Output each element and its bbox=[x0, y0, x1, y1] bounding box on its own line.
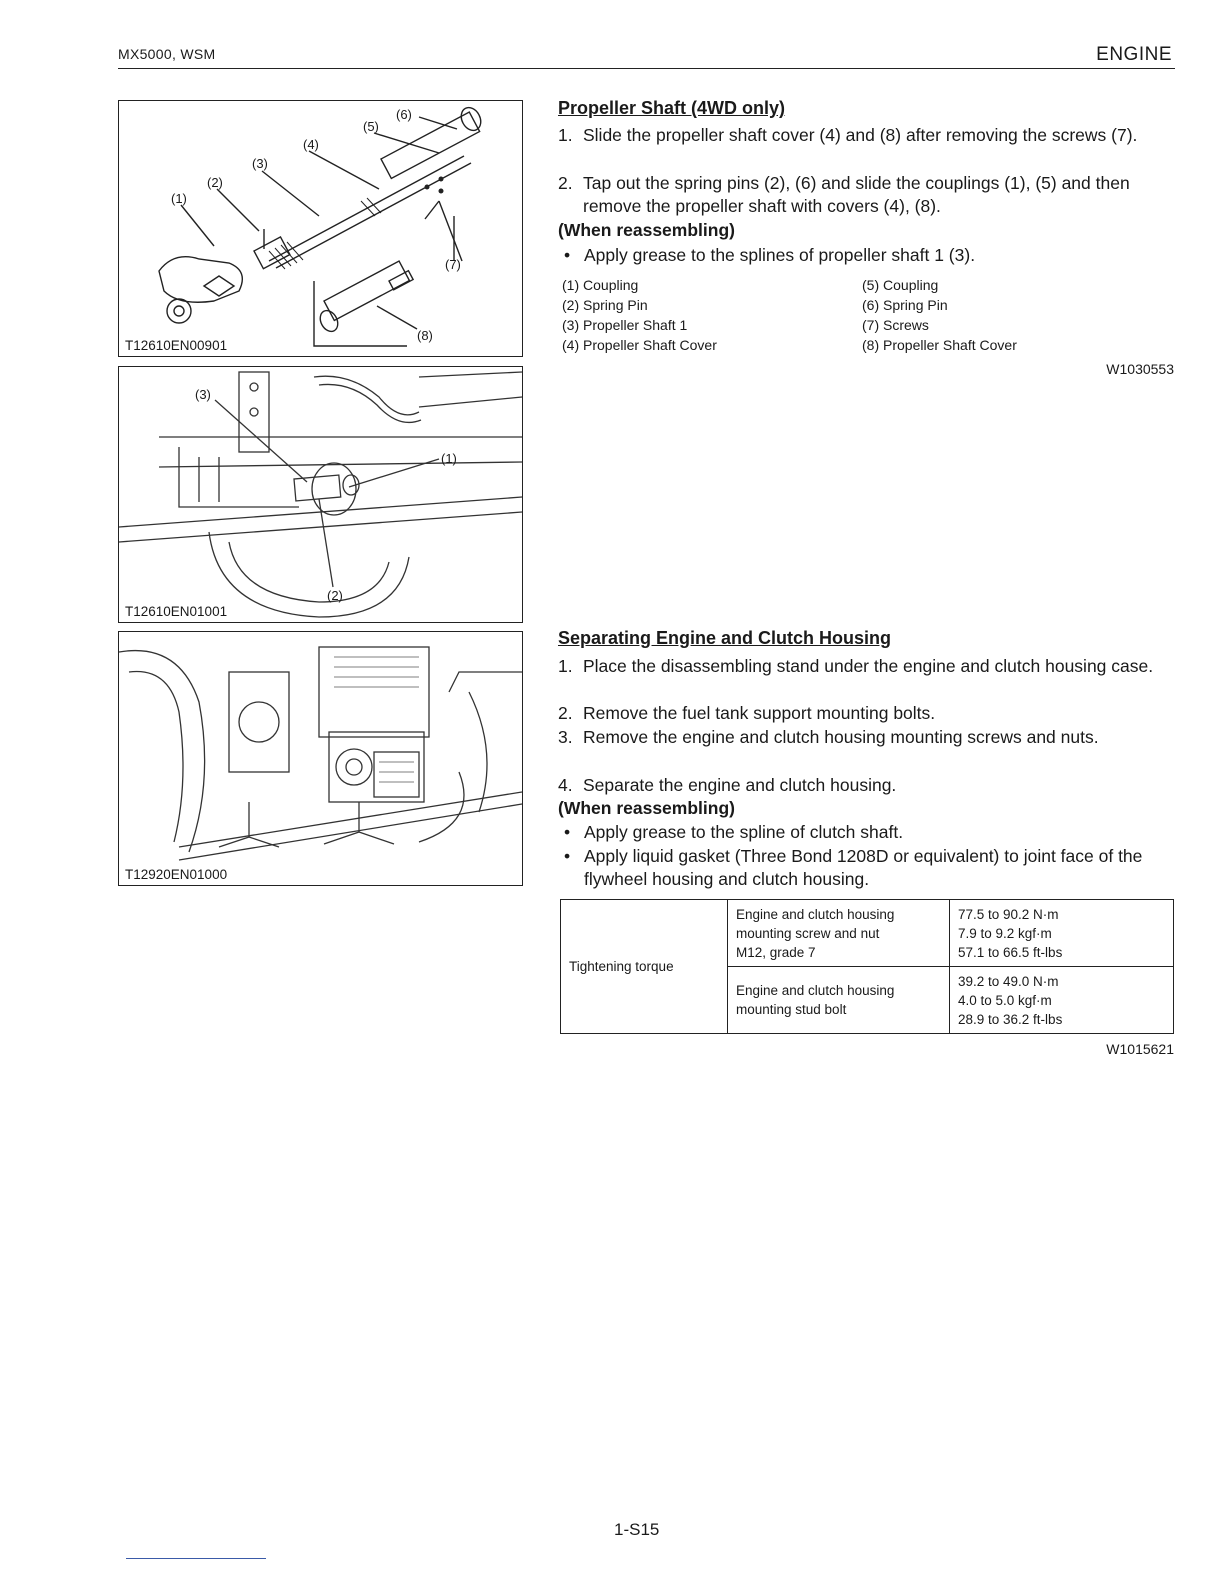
callout-1: (1) bbox=[441, 451, 457, 466]
reference-code: W1030553 bbox=[1106, 361, 1174, 377]
bullet-item: • Apply grease to the splines of propeller shaft 1 (3). bbox=[558, 244, 1176, 268]
header-section: ENGINE bbox=[1096, 44, 1172, 65]
callout-8: (8) bbox=[417, 328, 433, 343]
step-1 bbox=[558, 655, 1176, 701]
callout-7: (7) bbox=[445, 257, 461, 272]
bullet-item: • Apply liquid gasket (Three Bond 1208D or equivalent) to joint face of the flywheel housing and clutch housing. bbox=[558, 845, 1176, 891]
step-text: Place the disassembling stand under the engine and clutch housing case. bbox=[583, 656, 1154, 676]
figure-coupling-photo bbox=[118, 366, 523, 623]
part-item: (1) Coupling bbox=[562, 277, 639, 293]
callout-2: (2) bbox=[207, 175, 223, 190]
section-title-propeller-shaft: Propeller Shaft (4WD only) bbox=[558, 98, 786, 118]
callout-3: (3) bbox=[195, 387, 211, 402]
step-number: 3. bbox=[558, 727, 573, 747]
callout-6: (6) bbox=[396, 107, 412, 122]
bullet-text: Apply grease to the spline of clutch shaft. bbox=[584, 822, 904, 842]
step-number: 1. bbox=[558, 656, 573, 676]
step-text: Remove the fuel tank support mounting bolts. bbox=[583, 703, 936, 723]
table-cell-value: 39.2 to 49.0 N·m 4.0 to 5.0 kgf·m 28.9 to 36.2 ft-lbs bbox=[950, 967, 1174, 1034]
part-item: (3) Propeller Shaft 1 bbox=[562, 317, 688, 333]
table-cell-value: 77.5 to 90.2 N·m 7.9 to 9.2 kgf·m 57.1 to 66.5 ft-lbs bbox=[950, 900, 1174, 967]
part-item: (4) Propeller Shaft Cover bbox=[562, 337, 717, 353]
table-label: Tightening torque bbox=[561, 900, 728, 1034]
figure-propeller-shaft bbox=[118, 100, 523, 357]
header-rule bbox=[118, 68, 1175, 69]
step-number: 2. bbox=[558, 173, 573, 193]
part-item: (8) Propeller Shaft Cover bbox=[862, 337, 1017, 353]
step-text: Tap out the spring pins (2), (6) and slide the couplings (1), (5) and then remove the propeller shaft with covers (4), (8). bbox=[583, 173, 1130, 216]
reference-code: W1015621 bbox=[1106, 1041, 1174, 1057]
table-cell-item: Engine and clutch housing mounting screw and nut M12, grade 7 bbox=[728, 900, 950, 967]
figure-code: T12610EN00901 bbox=[125, 338, 231, 353]
bullet-text: Apply liquid gasket (Three Bond 1208D or equivalent) to joint face of the flywheel housing and clutch housing. bbox=[584, 846, 1143, 889]
figure-engine-separation bbox=[118, 631, 523, 886]
callout-4: (4) bbox=[303, 137, 319, 152]
bullet-item: • Apply grease to the spline of clutch shaft. bbox=[558, 821, 1176, 845]
callout-5: (5) bbox=[363, 119, 379, 134]
step-number: 1. bbox=[558, 125, 573, 145]
part-item: (7) Screws bbox=[862, 317, 929, 333]
reassembly-heading: (When reassembling) bbox=[558, 220, 735, 240]
coupling-photo-drawing bbox=[119, 367, 522, 622]
step-2 bbox=[558, 702, 1176, 726]
step-1 bbox=[558, 124, 1176, 170]
callout-2: (2) bbox=[327, 588, 343, 603]
propeller-shaft-drawing bbox=[119, 101, 522, 356]
table-cell-item: Engine and clutch housing mounting stud bolt bbox=[728, 967, 950, 1034]
step-text: Slide the propeller shaft cover (4) and (8) after removing the screws (7). bbox=[583, 125, 1138, 145]
page-number: 1-S15 bbox=[614, 1520, 660, 1539]
callout-1: (1) bbox=[171, 191, 187, 206]
footer-rule bbox=[126, 1558, 266, 1559]
engine-separation-drawing bbox=[119, 632, 522, 885]
figure-code: T12610EN01001 bbox=[125, 604, 231, 619]
part-item: (5) Coupling bbox=[862, 277, 939, 293]
step-text: Remove the engine and clutch housing mounting screws and nuts. bbox=[583, 727, 1099, 747]
step-text: Separate the engine and clutch housing. bbox=[583, 775, 897, 795]
step-number: 2. bbox=[558, 703, 573, 723]
step-4 bbox=[558, 774, 1176, 798]
step-2 bbox=[558, 172, 1176, 218]
bullet-text: Apply grease to the splines of propeller shaft 1 (3). bbox=[584, 245, 976, 265]
step-3 bbox=[558, 726, 1176, 772]
header-model: MX5000, WSM bbox=[118, 46, 216, 62]
callout-3: (3) bbox=[252, 156, 268, 171]
part-item: (6) Spring Pin bbox=[862, 297, 948, 313]
part-item: (2) Spring Pin bbox=[562, 297, 648, 313]
figure-code: T12920EN01000 bbox=[125, 867, 231, 882]
section-title-separating-engine: Separating Engine and Clutch Housing bbox=[558, 628, 892, 648]
table-row bbox=[561, 900, 1174, 967]
torque-table bbox=[560, 899, 1174, 1034]
step-number: 4. bbox=[558, 775, 573, 795]
reassembly-heading: (When reassembling) bbox=[558, 798, 735, 818]
